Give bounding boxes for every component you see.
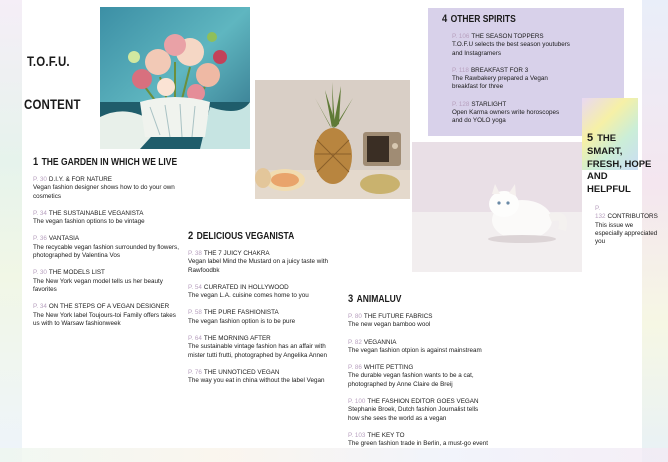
section-title: 3 ANIMALUV xyxy=(348,293,402,305)
list-item: P. 76 THE UNNOTICED VEGAN The way you eat in china without the label Vegan xyxy=(188,368,325,385)
section-title: 5 THE SMART, FRESH, HOPE AND HELPFUL xyxy=(587,132,652,196)
section-title: 4 OTHER SPIRITS xyxy=(442,13,516,25)
list-item: P. 80 THE FUTURE FABRICS The new vegan bamboo wool xyxy=(348,313,433,329)
list-item: P. 106 THE SEASON TOPPERS T.O.F.U selects the best season youtubers and Instagramers xyxy=(452,33,570,57)
list-item: P. 36 VANTASIA The recycable vegan fashion surrounded by flowers, photographed by Valentina Vos xyxy=(33,235,179,260)
list-item: P. 103 THE KEY TO The green fashion trade in Berlin, a must-go event xyxy=(348,431,489,448)
magazine-title: T.O.F.U. xyxy=(27,53,70,69)
list-item: P. 118 BREAKFAST FOR 3 The Rawbakery prepared a Vegan breakfast for three xyxy=(452,66,548,91)
flowers-photo xyxy=(100,7,250,149)
list-item: P. 30 THE MODELS LIST The New York vegan model tells us her beauty favorites xyxy=(33,269,163,293)
list-item: P. 128 STARLIGHT Open Karma owners write horoscopes and do YOLO yoga xyxy=(452,100,560,125)
section-title: 1 THE GARDEN IN WHICH WE LIVE xyxy=(33,156,178,168)
left-gradient-edge xyxy=(0,0,22,462)
list-item: P. 132 CONTRIBUTORS This issue we especially appreciated you xyxy=(595,205,658,246)
section-2 xyxy=(188,230,328,395)
pineapple-photo xyxy=(255,80,410,199)
list-item: P. 54 CURRATED IN HOLLYWOOD The vegan L.A. cuisine comes home to you xyxy=(188,283,309,300)
list-item: P. 30 D.I.Y. & FOR NATURE Vegan fashion designer shows how to do your own cosmetics xyxy=(33,176,175,200)
list-item: P. 34 ON THE STEPS OF A VEGAN DESIGNER The New York label Toujours-toi Family offers takes us with to Warsaw fashionweek xyxy=(33,303,176,327)
list-item: P. 82 VEGANNIA The vegan fashion otpion is against mainstream xyxy=(348,338,482,354)
content-heading: CONTENT xyxy=(24,96,81,112)
section-5 xyxy=(587,131,659,256)
list-item: P. 34 THE SUSTAINABLE VEGANISTA The vegan fashion options to be vintage xyxy=(33,209,145,226)
list-item: P. 58 THE PURE FASHIONISTA The vegan fashion option is to be pure xyxy=(188,309,296,325)
section-title: 2 DELICIOUS VEGANISTA xyxy=(188,230,295,242)
section-1 xyxy=(33,156,183,337)
list-item: P. 100 THE FASHION EDITOR GOES VEGAN Stephanie Broek, Dutch fashion Journalist tells how she sees the world as a vegan xyxy=(348,398,479,422)
white-cat-photo xyxy=(412,142,582,272)
list-item: P. 86 WHITE PETTING The durable vegan fashion wants to be a cat, photographed by Anne Claire de Breij xyxy=(348,364,474,388)
list-item: P. 64 THE MORNING AFTER The sustainable vintage fashion has an affair with mister tutti frutti, photographed by Angelika Annen xyxy=(188,335,327,359)
list-item: P. 38 THE 7 JUICY CHAKRA Vegan label Mind the Mustard on a juicy taste with Rawfoodbk xyxy=(188,250,329,274)
section-4 xyxy=(442,13,570,135)
bottom-gradient-edge xyxy=(0,448,668,462)
section-3 xyxy=(348,293,488,458)
